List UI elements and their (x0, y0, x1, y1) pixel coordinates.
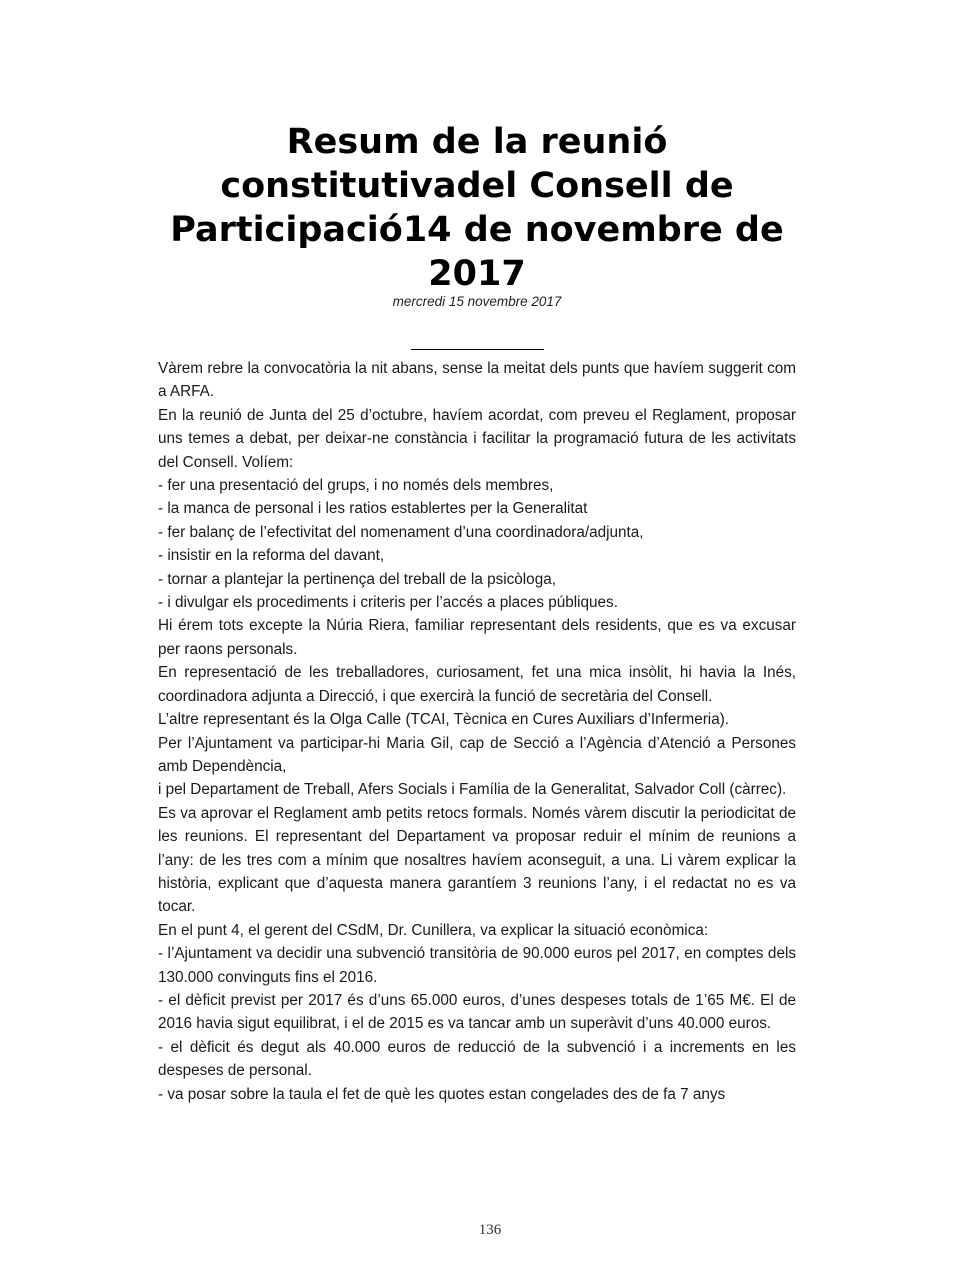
title-divider (411, 349, 544, 350)
paragraph: En el punt 4, el gerent del CSdM, Dr. Cunillera, va explicar la situació econòmica: (158, 921, 709, 939)
paragraph: i pel Departament de Treball, Afers Socials i Família de la Generalitat, Salvador Coll (càrrec). (158, 781, 787, 799)
document-body (158, 357, 796, 1106)
list-item: - la manca de personal i les ratios establertes per la Generalitat (158, 500, 588, 518)
paragraph: Vàrem rebre la convocatòria la nit abans, sense la meitat dels punts que havíem suggerit com a ARFA. (158, 360, 796, 401)
list-item: - va posar sobre la taula el fet de què les quotes estan congelades des de fa 7 anys (158, 1085, 726, 1103)
page-number: 136 (478, 1222, 502, 1238)
list-item: - l’Ajuntament va decidir una subvenció transitòria de 90.000 euros pel 2017, en comptes dels 130.000 convinguts fins el 2016. (158, 945, 796, 986)
list-item: - fer una presentació del grups, i no només dels membres, (158, 477, 554, 495)
paragraph: En la reunió de Junta del 25 d’octubre, havíem acordat, com preveu el Reglament, proposar uns temes a debat, per deixar-ne constància i facilitar la programació futura de les activitats del Consell. Volíem: (158, 406, 796, 471)
paragraph: L’altre representant és la Olga Calle (TCAI, Tècnica en Cures Auxiliars d’Infermeria). (158, 711, 730, 729)
list-item: - el dèficit és degut als 40.000 euros de reducció de la subvenció i a increments en les despeses de personal. (158, 1038, 796, 1080)
list-item: - fer balanç de l’efectivitat del nomenament d’una coordinadora/adjunta, (158, 523, 644, 541)
paragraph: En representació de les treballadores, curiosament, fet una mica insòlit, hi havia la Inés, coordinadora adjunta a Direcció, i que exercirà la funció de secretària del Consell. (158, 664, 796, 705)
list-item: - insistir en la reforma del davant, (158, 547, 385, 565)
paragraph: Es va aprovar el Reglament amb petits retocs formals. Només vàrem discutir la periodicitat de les reunions. El representant del Departament va proposar reduir el mínim de reunions a l’any: de les tres com a mínim que nosaltres havíem aconseguit, a una. Li vàrem explicar la història, explicant que d’aquesta manera garantíem 3 reunions l’any, i el redactat no es va tocar. (158, 804, 796, 916)
paragraph: Hi érem tots excepte la Núria Riera, familiar representant dels residents, que es va excusar per raons personals. (158, 617, 796, 658)
document-date: mercredi 15 novembre 2017 (392, 294, 562, 309)
list-item: - el dèficit previst per 2017 és d’uns 65.000 euros, d’unes despeses totals de 1’65 M€. El de 2016 havia sigut equilibrat, i el de 2015 es va tancar amb un superàvit d’uns 40.000 euros. (158, 991, 796, 1033)
list-item: - i divulgar els procediments i criteris per l’accés a places públiques. (158, 594, 618, 612)
document-title: Resum de la reunió constitutivadel Consell de Participació14 de novembre de 2017 (170, 122, 784, 294)
paragraph: Per l’Ajuntament va participar-hi Maria Gil, cap de Secció a l’Agència d’Atenció a Persones amb Dependència, (158, 734, 796, 775)
list-item: - tornar a plantejar la pertinença del treball de la psicòloga, (158, 570, 556, 588)
